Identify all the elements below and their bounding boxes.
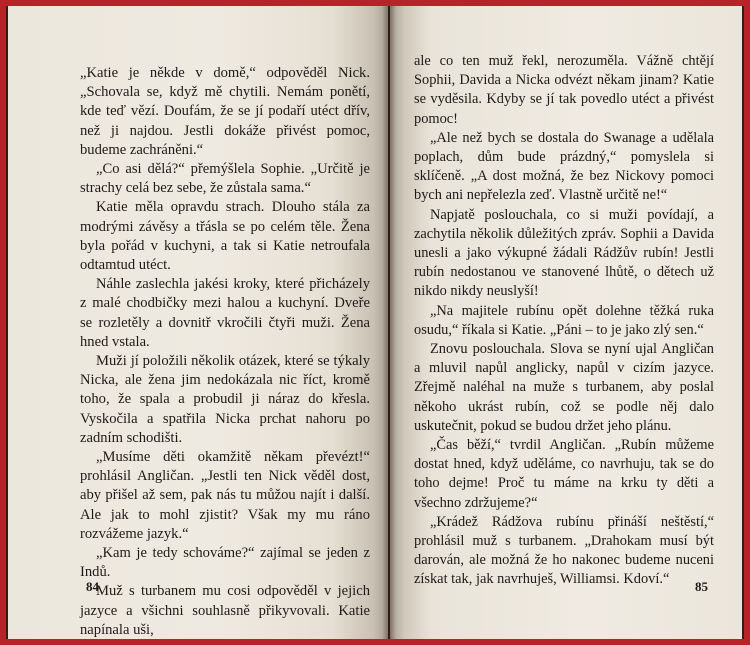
paragraph: Napjatě poslouchala, co si muži povídají, a zachytila několik důležitých zpráv. Sophii a Davida unesli a jako výkupné žádali Rádžův rubín! Jestli rubín nedostanou ve stanovené lhůtě, o dětech už nikdo nikdy neuslyší! (414, 206, 714, 300)
paragraph: ale co ten muž řekl, nerozuměla. Vážně chtějí Sophii, Davida a Nicka odvézt někam jinam? Katie se vyděsila. Kdyby se jí tak povedlo utéct a přivést pomoc! (414, 53, 714, 127)
paragraph: Muži jí položili několik otázek, které se týkaly Nicka, ale žena jim nedokázala nic říct, kromě toho, že spala a probudil ji náraz do křesla. Vyskočila a spatřila Nicka prchat nahoru po zadním schodišti. (80, 353, 370, 446)
paragraph: Muž s turbanem mu cosi odpověděl v jejich jazyce a všichni souhlasně přikyvovali. Katie napínala uši, (80, 583, 370, 638)
left-page (8, 6, 388, 639)
left-page-text (80, 64, 370, 640)
paragraph: Znovu poslouchala. Slova se nyní ujal Angličan a mluvil napůl anglicky, napůl v cizím jazyce. Zřejmě naléhal na muže s turbanem, aby poslal někoho ukrást rubín, což se podle něj dalo uskutečnit, pokud se budou držet jeho plánu. (414, 341, 714, 434)
paragraph: „Ale než bych se dostala do Swanage a udělala poplach, dům bude prázdný,“ pomyslela si sklíčeně. „A dost možná, že bez Nickovy pomoci bych ani nepřelezla zeď. Vlastně určitě ne!“ (414, 129, 714, 204)
paragraph: Katie měla opravdu strach. Dlouho stála za modrými závěsy a třásla se po celém těle. Žena byla pořád v kuchyni, a tak si Katie netroufala odtamtud utéct. (80, 199, 370, 274)
paragraph: „Kam je tedy schováme?“ zajímal se jeden z Indů. (80, 545, 370, 581)
paragraph: „Katie je někde v domě,“ odpověděl Nick. „Schovala se, když mě chytili. Nemám ponětí, kde teď vězí. Doufám, že se jí podaří utéct dřív, než ji najdou. Jestli dokáže přivést pomoc, budeme zachráněni.“ (80, 65, 370, 158)
paragraph: „Na majitele rubínu opět dolehne těžká ruka osudu,“ říkala si Katie. „Páni – to je jako zlý sen.“ (414, 302, 714, 338)
right-page-text (414, 52, 714, 590)
page-number-left: 84 (86, 579, 99, 594)
page-number-right: 85 (695, 579, 708, 594)
book-spread (6, 6, 744, 639)
paragraph: „Musíme děti okamžitě někam převézt!“ prohlásil Angličan. „Jestli ten Nick věděl dost, aby přišel až sem, pak nás tu můžou najít i další. Ale jak to mohl zjistit? Však my mu ráno rozvážeme jazyk.“ (80, 449, 370, 542)
paragraph: „Krádež Rádžova rubínu přináší neštěstí,“ prohlásil muž s turbanem. „Drahokam musí být darován, ale možná že ho nakonec budeme nuceni získat tak, jak navrhuješ, Williamsi. Kdoví.“ (414, 513, 714, 588)
right-page (390, 6, 742, 639)
paragraph: Náhle zaslechla jakési kroky, které přicházely z malé chodbičky mezi halou a kuchyní. Dveře se rozletěly a dovnitř vkročili čtyři muži. Žena hned vstala. (80, 276, 370, 350)
paragraph: „Čas běží,“ tvrdil Angličan. „Rubín můžeme dostat hned, když uděláme, co navrhuju, tak se do toho dejme! Proč tu máme na krku ty děti a všechno zdržujeme?“ (414, 437, 714, 511)
paragraph: „Co asi dělá?“ přemýšlela Sophie. „Určitě je strachy celá bez sebe, že zůstala sama.“ (80, 161, 370, 197)
